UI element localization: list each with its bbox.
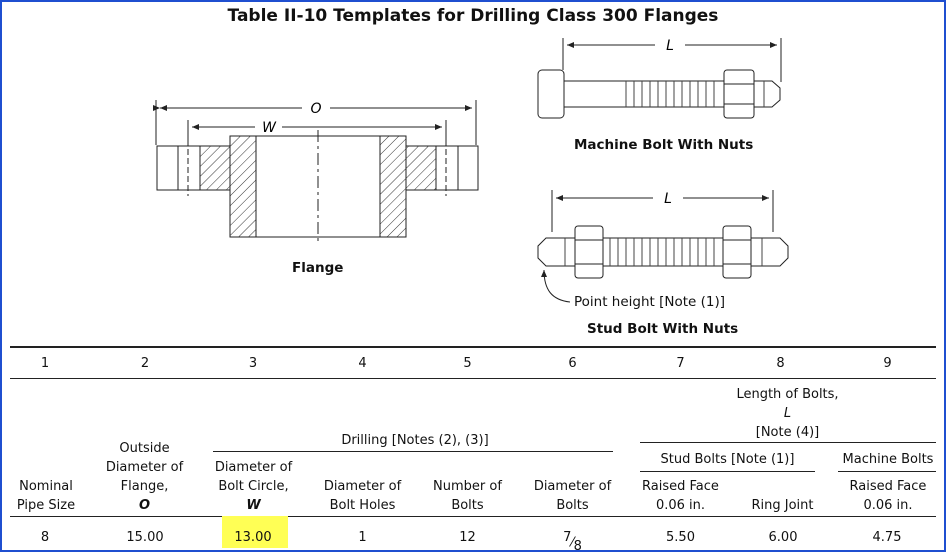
stud-bolts-header: Stud Bolts [Note (1)] [660,452,795,467]
dim-l-stud-label: L [664,191,672,207]
dim-o-label: O [310,101,322,117]
header-machine-raised-face: Raised Face 0.06 in. [849,479,927,513]
column-number: 4 [358,356,367,371]
machine-bolts-rule [838,471,936,472]
cell-bolt-holes: 1 [358,530,367,545]
header-bolt-circle: Diameter of Bolt Circle, W [214,460,293,513]
flange-label: Flange [292,260,344,276]
cell-number-of-bolts: 12 [459,530,476,545]
column-number: 7 [676,356,685,371]
stud-bolt-label: Stud Bolt With Nuts [587,321,739,337]
header-diameter-of-bolts: Diameter of Bolts [533,479,612,513]
header-number-of-bolts: Number of Bolts [433,479,502,513]
length-of-bolts-header: Length of Bolts, L [Note (4)] [736,387,839,440]
cell-bolt-circle: 13.00 [234,530,272,545]
header-bottom-rule [10,516,936,517]
cell-machine-raised-face: 4.75 [872,530,902,545]
cell-stud-raised-face: 5.50 [666,530,695,545]
column-number-rule [10,378,936,379]
machine-bolt-drawing [538,38,781,118]
column-number: 2 [140,356,150,371]
column-number: 5 [463,356,472,371]
machine-bolt-label: Machine Bolt With Nuts [574,137,754,153]
dim-w-label: W [262,120,276,136]
stud-bolt-drawing [538,190,788,302]
flange-drawing [156,100,478,244]
header-outside-diameter: Outside Diameter of Flange, O [105,441,184,513]
header-nominal-pipe-size: Nominal Pipe Size [16,479,76,513]
point-height-label: Point height [Note (1)] [574,294,726,310]
cell-pipe-size: 8 [40,530,50,545]
machine-bolts-header: Machine Bolts [842,452,934,467]
cell-diameter-of-bolts: $^7⁄_8$ [563,530,582,554]
dim-l-machine-label: L [666,38,674,54]
header-ring-joint: Ring Joint [751,498,814,513]
column-number: 6 [568,356,577,371]
stud-bolts-rule [640,471,815,472]
cell-outside-diameter: 15.00 [126,530,164,545]
column-number: 3 [248,356,258,371]
table-top-rule [10,346,936,348]
cell-stud-ring-joint: 6.00 [768,530,798,545]
column-number: 9 [883,356,892,371]
column-number: 8 [776,356,785,371]
table-title: Table II-10 Templates for Drilling Class 300 Flanges [227,6,719,26]
drilling-header: Drilling [Notes (2), (3)] [341,433,489,448]
header-stud-raised-face: Raised Face 0.06 in. [642,479,719,513]
header-bolt-holes: Diameter of Bolt Holes [323,479,402,513]
length-rule [640,442,936,443]
column-number: 1 [40,356,50,371]
drilling-rule [213,451,613,452]
